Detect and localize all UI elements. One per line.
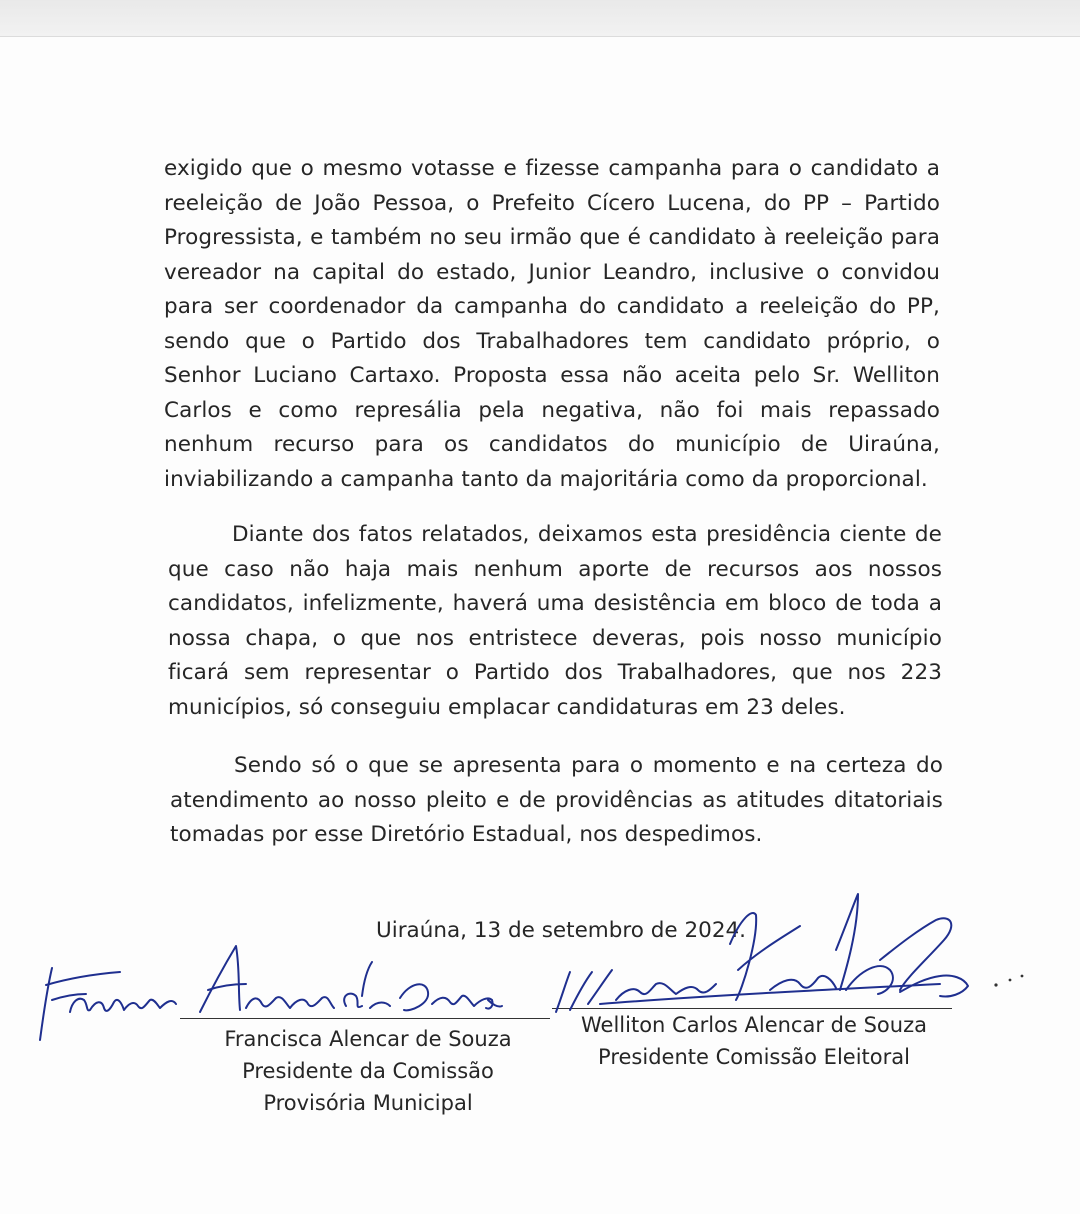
signer-name-right: Welliton Carlos Alencar de Souza [581,1013,927,1037]
signer-block-left [188,1023,548,1119]
signer-role-right-1: Presidente Comissão Eleitoral [598,1045,910,1069]
signer-role-left-1: Presidente da Comissão [242,1059,494,1083]
body-paragraph-3: Sendo só o que se apresenta para o momento e na certeza do atendimento ao nosso pleito e de providências as atitudes ditatoriais tomadas por esse Diretório Estadual, nos despedimos. [170,753,943,847]
signature-line-left [180,1018,550,1019]
body-paragraph-1: exigido que o mesmo votasse e fizesse campanha para o candidato a reeleição de João Pessoa, o Prefeito Cícero Lucena, do PP – Partido Progressista, e também no seu irmão que é candidato à reeleição para vereador na capital do estado, Junior Leandro, inclusive o convidou para ser coordenador da campanha do candidato a reeleição do PP, sendo que o Partido dos Trabalhadores tem candidato próprio, o Senhor Luciano Cartaxo. Proposta essa não aceita pelo Sr. Welliton Carlos e como represália pela negativa, não foi mais repassado nenhum recurso para os candidatos do município de Uiraúna, inviabilizando a campanha tanto da majoritária como da proporcional. [164,156,940,492]
signer-block-right [558,1009,950,1073]
scanner-top-strip [0,0,1080,37]
signer-role-left-2: Provisória Municipal [263,1091,473,1115]
date-line: Uiraúna, 13 de setembro de 2024. [376,918,747,943]
signer-name-left: Francisca Alencar de Souza [224,1027,512,1051]
body-paragraph-2: Diante dos fatos relatados, deixamos esta presidência ciente de que caso não haja mais nenhum aporte de recursos aos nossos candidatos, infelizmente, haverá uma desistência em bloco de toda a nossa chapa, o que nos entristece deveras, pois nosso município ficará sem representar o Partido dos Trabalhadores, que nos 223 municípios, só conseguiu emplacar candidaturas em 23 deles. [168,522,942,720]
